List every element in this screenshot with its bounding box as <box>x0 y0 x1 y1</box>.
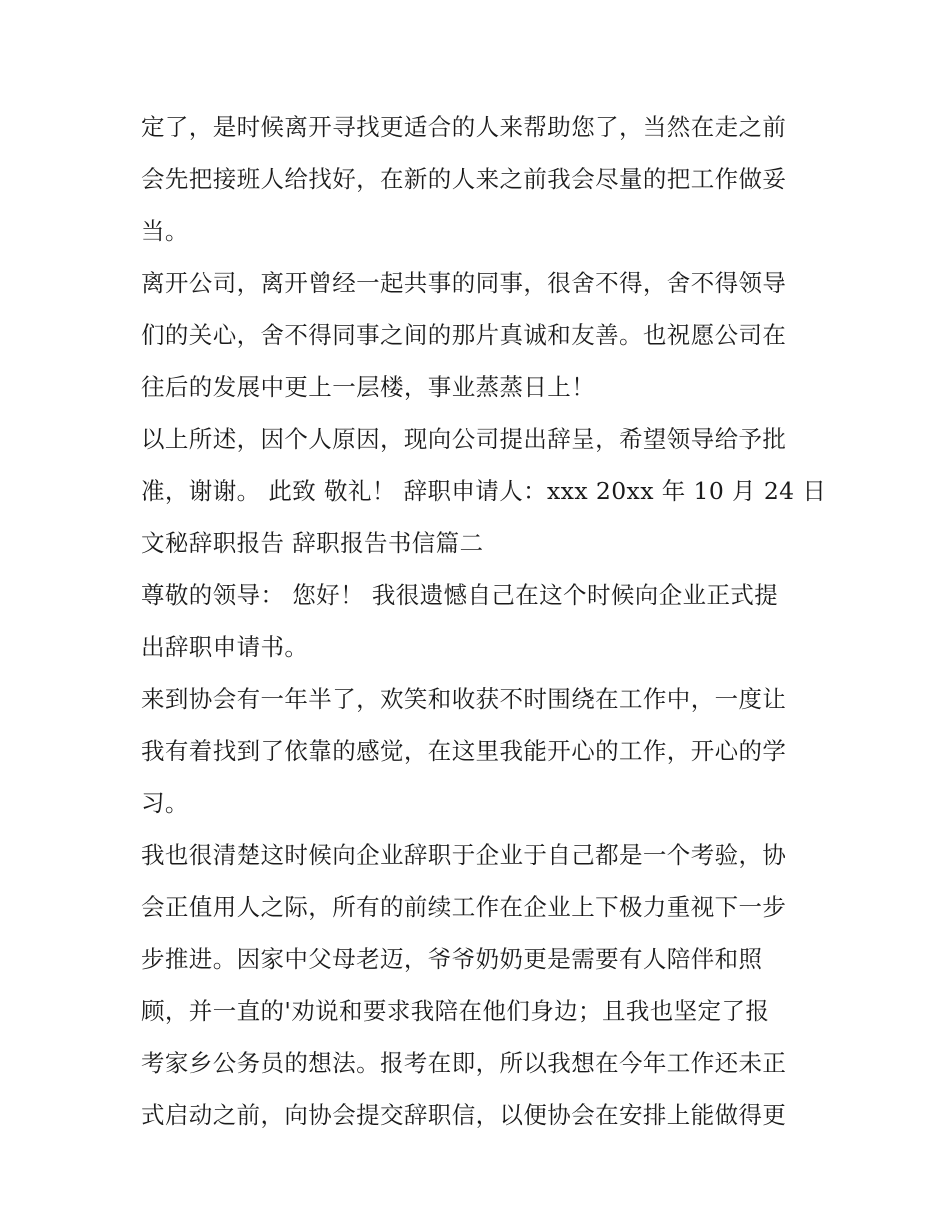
text-line: 我也很清楚这时候向企业辞职于企业于自己都是一个考验，协 <box>141 841 787 869</box>
text-line: 离开公司，离开曾经一起共事的同事，很舍不得，舍不得领导 <box>141 269 787 297</box>
text-line: 会先把接班人给找好，在新的人来之前我会尽量的把工作做妥 <box>141 165 787 193</box>
text-line: 来到协会有一年半了，欢笑和收获不时围绕在工作中，一度让 <box>141 685 787 713</box>
document-body <box>141 101 827 1141</box>
text-line: 准，谢谢。 此致 敬礼！ 辞职申请人：xxx 20xx 年 10 月 24 日 <box>141 477 827 505</box>
text-line: 会正值用人之际，所有的前续工作在企业上下极力重视下一步 <box>141 893 787 921</box>
text-line: 考家乡公务员的想法。报考在即，所以我想在今年工作还未正 <box>141 1049 787 1077</box>
text-line: 定了，是时候离开寻找更适合的人来帮助您了，当然在走之前 <box>141 113 787 141</box>
text-line: 习。 <box>141 789 189 817</box>
text-line: 我有着找到了依靠的感觉，在这里我能开心的工作，开心的学 <box>141 737 787 765</box>
text-line: 尊敬的领导： 您好！ 我很遗憾自己在这个时候向企业正式提 <box>141 581 779 609</box>
text-line: 顾，并一直的'劝说和要求我陪在他们身边；且我也坚定了报 <box>141 997 770 1025</box>
text-line: 式启动之前，向协会提交辞职信，以便协会在安排上能做得更 <box>141 1101 787 1129</box>
text-line: 以上所述，因个人原因，现向公司提出辞呈，希望领导给予批 <box>141 425 787 453</box>
text-line: 们的关心，舍不得同事之间的那片真诚和友善。也祝愿公司在 <box>141 321 787 349</box>
text-line: 步推进。因家中父母老迈，爷爷奶奶更是需要有人陪伴和照 <box>141 945 763 973</box>
text-line: 当。 <box>141 217 189 245</box>
text-line: 出辞职申请书。 <box>141 633 309 661</box>
text-line: 往后的发展中更上一层楼，事业蒸蒸日上！ <box>141 373 596 401</box>
section-heading: 文秘辞职报告 辞职报告书信篇二 <box>141 529 484 557</box>
